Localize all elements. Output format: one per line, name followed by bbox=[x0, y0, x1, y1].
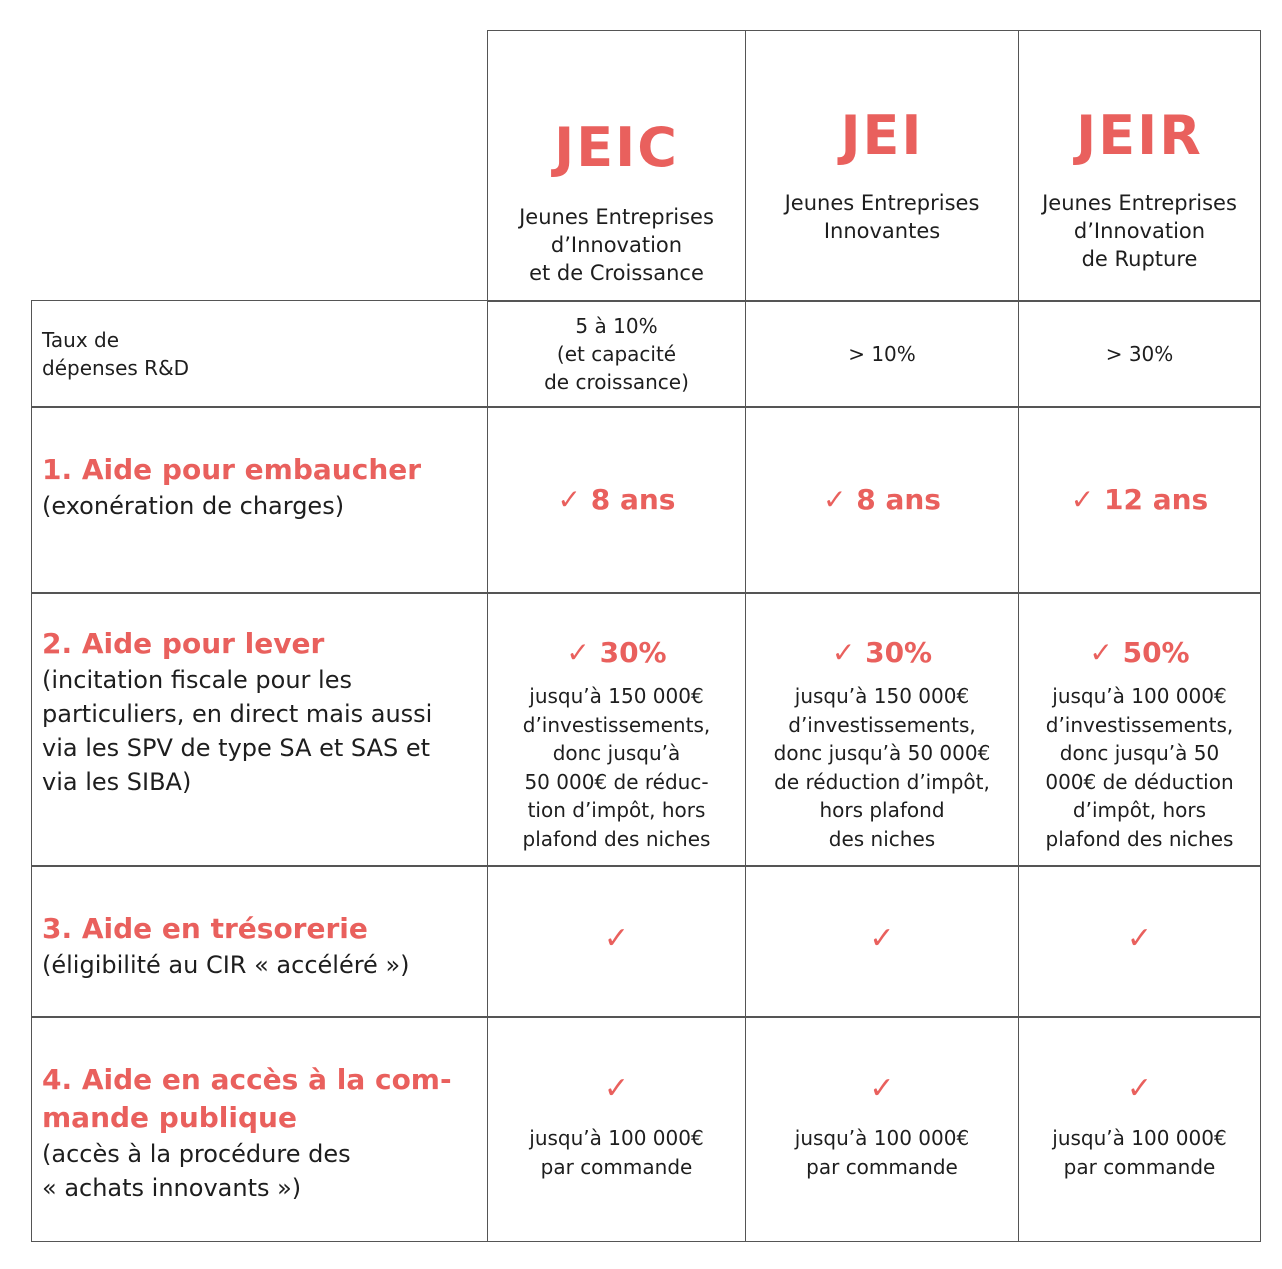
row-embaucher-jei bbox=[745, 406, 1019, 594]
check-icon: ✓ bbox=[603, 920, 630, 956]
row-embaucher-jeir bbox=[1018, 406, 1261, 594]
check-icon: ✓ bbox=[1126, 1071, 1153, 1106]
row-subtitle: (accès à la procédure des « achats innovants ») bbox=[42, 1140, 351, 1202]
row-title: 4. Aide en accès à la com- mande publique bbox=[42, 1063, 452, 1134]
row-rd-label-cell bbox=[31, 300, 488, 408]
row-title: 2. Aide pour lever bbox=[42, 627, 325, 660]
row-lever-label-cell bbox=[31, 592, 488, 867]
row-embaucher-jeic bbox=[487, 406, 746, 594]
row-commande-jeir bbox=[1018, 1016, 1261, 1242]
header-jei bbox=[745, 30, 1019, 302]
check-icon: ✓ bbox=[1126, 920, 1153, 956]
row-tresorerie-jeir bbox=[1018, 865, 1261, 1018]
acronym-jei: JEI bbox=[840, 104, 924, 167]
check-icon: ✓ bbox=[603, 1071, 630, 1106]
detail-text: jusqu’à 100 000€ par commande bbox=[529, 1126, 704, 1179]
row-rd-jei bbox=[745, 300, 1019, 408]
row-lever-jeic bbox=[487, 592, 746, 867]
header-jeir bbox=[1018, 30, 1261, 302]
check-icon: ✓ bbox=[869, 920, 895, 956]
fullname-jei: Jeunes Entreprises Innovantes bbox=[784, 191, 980, 243]
row-tresorerie-label-cell bbox=[31, 865, 488, 1018]
fullname-jeir: Jeunes Entreprises d’Innovation de Rupture bbox=[1042, 191, 1237, 271]
row-title: 1. Aide pour embaucher bbox=[42, 453, 422, 486]
header-jeic bbox=[487, 30, 746, 302]
row-lever-jei bbox=[745, 592, 1019, 867]
detail-text: jusqu’à 100 000€ d’investissements, donc jusqu’à 50 000€ de déduction d’impôt, hors plafond des niches bbox=[1045, 684, 1234, 851]
check-value: ✓ 12 ans bbox=[1070, 483, 1209, 516]
row-subtitle: (exonération de charges) bbox=[42, 492, 345, 520]
row-subtitle: (éligibilité au CIR « accéléré ») bbox=[42, 951, 410, 979]
check-icon: ✓ bbox=[869, 1071, 895, 1106]
row-lever-jeir bbox=[1018, 592, 1261, 867]
rd-value: > 10% bbox=[848, 342, 916, 366]
check-value: ✓ 30% bbox=[831, 636, 933, 669]
acronym-jeic: JEIC bbox=[554, 116, 679, 179]
acronym-jeir: JEIR bbox=[1076, 104, 1203, 167]
row-rd-label: Taux de dépenses R&D bbox=[42, 328, 190, 380]
detail-text: jusqu’à 100 000€ par commande bbox=[1052, 1126, 1227, 1179]
rd-value: 5 à 10% (et capacité de croissance) bbox=[544, 314, 689, 394]
fullname-jeic: Jeunes Entreprises d’Innovation et de Croissance bbox=[519, 205, 714, 285]
detail-text: jusqu’à 100 000€ par commande bbox=[794, 1126, 970, 1179]
detail-text: jusqu’à 150 000€ d’investissements, donc jusqu’à 50 000€ de réduction d’impôt, hors plafond des niches bbox=[773, 684, 991, 851]
row-embaucher-label-cell bbox=[31, 406, 488, 594]
row-tresorerie-jeic bbox=[487, 865, 746, 1018]
detail-text: jusqu’à 150 000€ d’investissements, donc jusqu’à 50 000€ de réduc- tion d’impôt, hors plafond des niches bbox=[522, 684, 711, 851]
check-value: ✓ 50% bbox=[1089, 636, 1190, 669]
row-commande-label-cell bbox=[31, 1016, 488, 1242]
row-tresorerie-jei bbox=[745, 865, 1019, 1018]
row-rd-jeic bbox=[487, 300, 746, 408]
check-value: ✓ 8 ans bbox=[557, 483, 676, 516]
check-value: ✓ 8 ans bbox=[823, 483, 941, 516]
row-rd-jeir bbox=[1018, 300, 1261, 408]
row-title: 3. Aide en trésorerie bbox=[42, 912, 368, 945]
row-commande-jei bbox=[745, 1016, 1019, 1242]
row-commande-jeic bbox=[487, 1016, 746, 1242]
row-subtitle: (incitation fiscale pour les particuliers, en direct mais aussi via les SPV de type SA et SAS et via les SIBA) bbox=[42, 666, 433, 796]
rd-value: > 30% bbox=[1105, 342, 1174, 366]
check-value: ✓ 30% bbox=[566, 636, 667, 669]
